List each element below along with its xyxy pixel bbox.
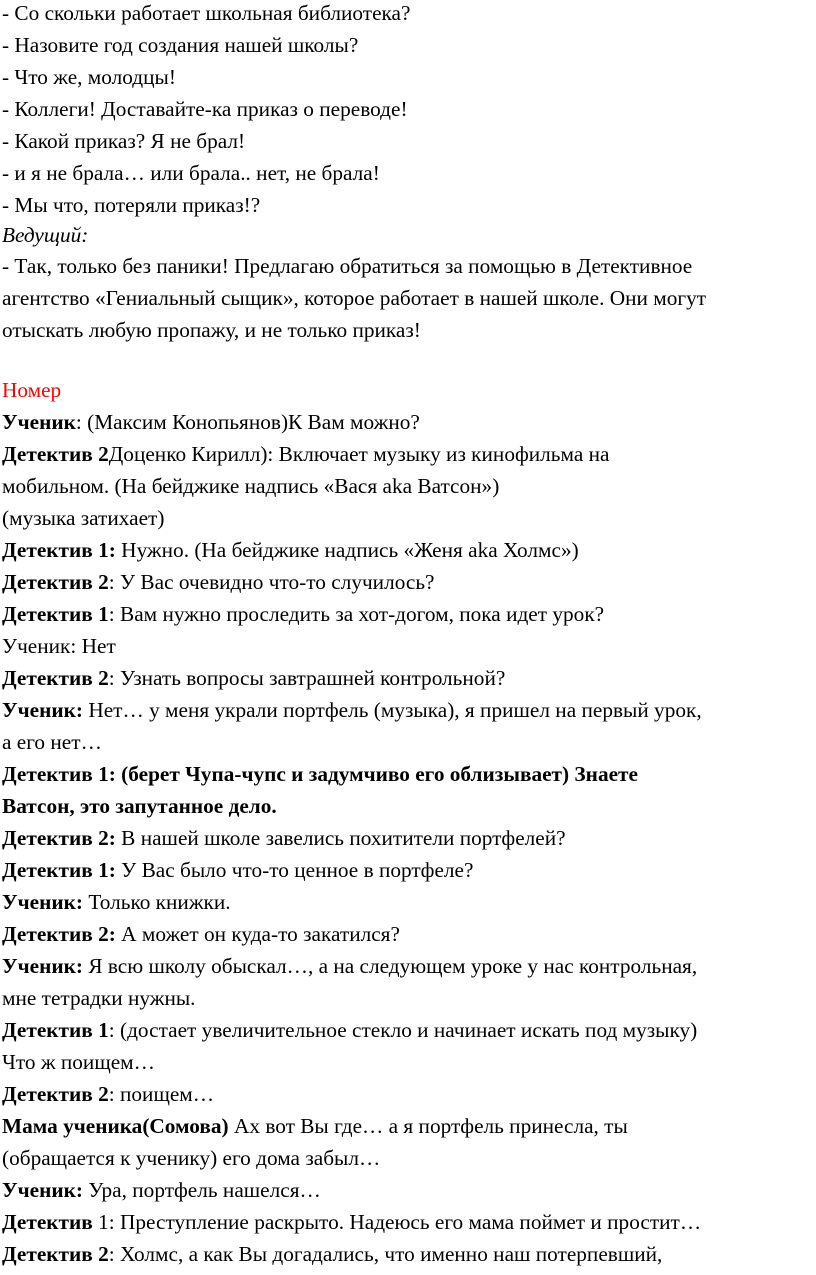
speaker: Ученик: <box>2 1178 83 1202</box>
script-line <box>2 1174 321 1206</box>
speaker: Детектив <box>2 1210 93 1234</box>
script-line <box>2 662 505 694</box>
line-text: : Холмс, а как Вы догадались, что именно наш потерпевший, <box>108 1242 663 1266</box>
line-text: : Узнать вопросы завтрашней контрольной? <box>108 666 506 690</box>
script-line: мобильном. (На бейджике надпись «Вася aka Ватсон») <box>2 474 500 498</box>
script-line <box>2 1014 697 1046</box>
number-heading: Номер <box>2 378 62 402</box>
script-line: (обращается к ученику) его дома забыл… <box>2 1146 381 1170</box>
script-line: (музыка затихает) <box>2 506 165 530</box>
speaker: Ученик: <box>2 698 83 722</box>
script-line <box>2 598 604 630</box>
line-text: Только книжки. <box>83 890 231 914</box>
script-line <box>2 406 420 438</box>
speaker: Ученик <box>2 410 76 434</box>
line-text: А может он куда-то закатился? <box>115 922 400 946</box>
script-line <box>2 950 697 982</box>
line-text: Ура, портфель нашелся… <box>83 1178 321 1202</box>
dialogue-line: - и я не брала… или брала.. нет, не брала! <box>2 161 380 185</box>
dialogue-line: - Со скольки работает школьная библиотека? <box>2 1 411 25</box>
script-line: Что ж поищем… <box>2 1050 155 1074</box>
speaker: Детектив 1: <box>2 538 116 562</box>
script-line <box>2 1206 701 1238</box>
speaker: Детектив 1 <box>2 602 109 626</box>
line-text: Ах вот Вы где… а я портфель принесла, ты <box>228 1114 628 1138</box>
host-label: Ведущий: <box>2 223 89 247</box>
speaker: Ученик: <box>2 890 83 914</box>
line-text: В нашей школе завелись похитители портфелей? <box>115 826 566 850</box>
line-text: : (достает увеличительное стекло и начинает искать под музыку) <box>108 1018 698 1042</box>
line-text: : (Максим Конопьянов)К Вам можно? <box>75 410 420 434</box>
line-text: : Вам нужно проследить за хот-догом, пока идет урок? <box>108 602 605 626</box>
line-text: Нет… у меня украли портфель (музыка), я пришел на первый урок, <box>83 698 702 722</box>
script-line <box>2 1078 214 1110</box>
script-line: Детектив 1: (берет Чупа-чупс и задумчиво его облизывает) Знаете <box>2 762 638 786</box>
script-line <box>2 1110 628 1142</box>
line-text: Я всю школу обыскал…, а на следующем уроке у нас контрольная, <box>83 954 698 978</box>
script-line: а его нет… <box>2 730 102 754</box>
line-text: 1: Преступление раскрыто. Надеюсь его мама поймет и простит… <box>92 1210 702 1234</box>
speaker: Детектив 2 <box>2 1242 109 1266</box>
speaker: Мама ученика(Сомова) <box>2 1114 229 1138</box>
script-line <box>2 694 702 726</box>
line-text: Нужно. (На бейджике надпись «Женя aka Холмс») <box>115 538 579 562</box>
speaker: Детектив 2 <box>2 570 109 594</box>
script-line <box>2 566 435 598</box>
script-line <box>2 534 579 566</box>
speaker: Детектив 2 <box>2 666 109 690</box>
speaker: Детектив 1 <box>2 1018 109 1042</box>
dialogue-line: - Мы что, потеряли приказ!? <box>2 193 261 217</box>
dialogue-line: - Назовите год создания нашей школы? <box>2 33 359 57</box>
speaker: Детектив 2: <box>2 826 116 850</box>
speaker: Ученик: <box>2 954 83 978</box>
script-line <box>2 886 231 918</box>
speaker: Детектив 2 <box>2 442 109 466</box>
line-text: : поищем… <box>108 1082 215 1106</box>
script-line: мне тетрадки нужны. <box>2 986 196 1010</box>
script-line <box>2 438 609 470</box>
dialogue-line: - Что же, молодцы! <box>2 65 176 89</box>
dialogue-line: - Так, только без паники! Предлагаю обратиться за помощью в Детективное <box>2 254 693 278</box>
line-text: Доценко Кирилл): Включает музыку из кинофильма на <box>108 442 610 466</box>
line-text: : У Вас очевидно что-то случилось? <box>108 570 435 594</box>
dialogue-line: - Коллеги! Доставайте-ка приказ о переводе! <box>2 97 408 121</box>
script-line <box>2 854 473 886</box>
dialogue-line: агентство «Гениальный сыщик», которое работает в нашей школе. Они могут <box>2 286 707 310</box>
script-line <box>2 822 566 854</box>
script-line: Ученик: Нет <box>2 634 116 658</box>
script-line: Ватсон, это запутанное дело. <box>2 794 277 818</box>
line-text: У Вас было что-то ценное в портфеле? <box>115 858 474 882</box>
speaker: Детектив 1: <box>2 858 116 882</box>
script-line <box>2 1238 662 1270</box>
script-line <box>2 918 400 950</box>
speaker: Детектив 2: <box>2 922 116 946</box>
dialogue-line: отыскать любую пропажу, и не только приказ! <box>2 318 421 342</box>
dialogue-line: - Какой приказ? Я не брал! <box>2 129 246 153</box>
speaker: Детектив 2 <box>2 1082 109 1106</box>
